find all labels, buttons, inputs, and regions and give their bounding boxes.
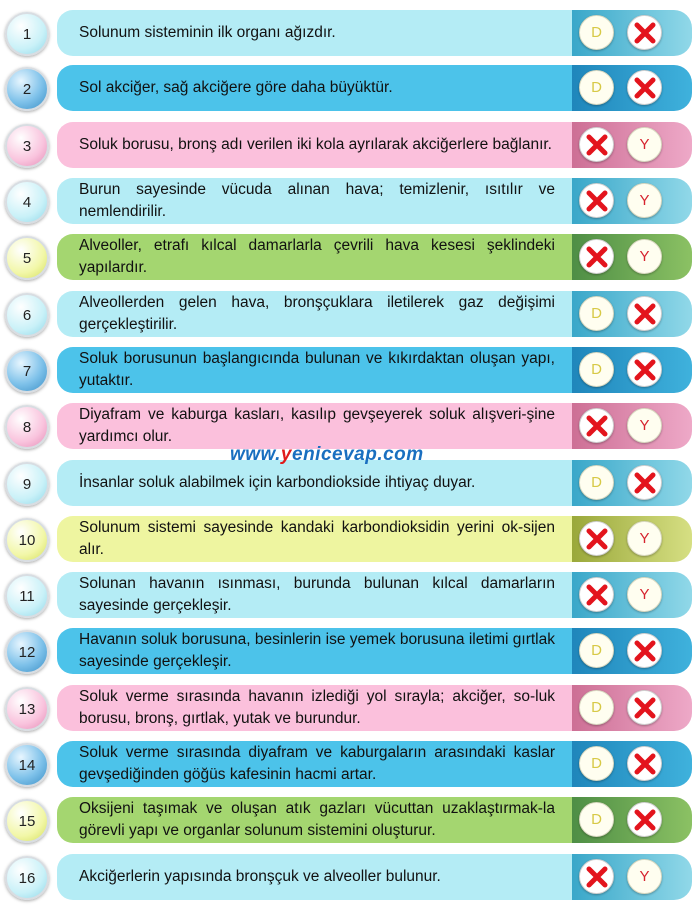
statement-text-content: Oksijeni taşımak ve oluşan atık gazları vücuttan uzaklaştırmak-la görevli yapı ve organlar solunum sistemini oluşturur. xyxy=(79,800,555,839)
cross-icon[interactable] xyxy=(627,15,662,50)
answer-panel xyxy=(572,10,692,56)
question-number: 4 xyxy=(5,180,49,224)
question-number: 15 xyxy=(5,799,49,843)
cross-icon[interactable] xyxy=(627,296,662,331)
statement-text xyxy=(79,460,555,506)
statement-row xyxy=(0,9,697,57)
cross-icon[interactable] xyxy=(627,70,662,105)
question-number: 6 xyxy=(5,293,49,337)
statement-text xyxy=(79,854,555,900)
statement-row xyxy=(0,459,697,507)
cross-mark-icon xyxy=(586,415,608,437)
cross-mark-icon xyxy=(586,866,608,888)
question-number: 14 xyxy=(5,743,49,787)
false-option-button[interactable]: Y xyxy=(627,521,662,556)
statement-row xyxy=(0,290,697,338)
statement-text xyxy=(79,10,555,56)
question-number: 7 xyxy=(5,349,49,393)
question-number: 16 xyxy=(5,856,49,900)
statement-text-content: İnsanlar soluk alabilmek için karbondiokside ihtiyaç duyar. xyxy=(79,474,476,491)
false-option-button[interactable]: Y xyxy=(627,408,662,443)
statement-row xyxy=(0,233,697,281)
false-option-button[interactable]: Y xyxy=(627,183,662,218)
statement-text xyxy=(79,65,555,111)
answer-panel xyxy=(572,741,692,787)
false-option-button[interactable]: Y xyxy=(627,859,662,894)
cross-icon[interactable] xyxy=(579,859,614,894)
statement-text-content: Soluk verme sırasında havanın izlediği yol sırayla; akciğer, so-luk borusu, bronş, gırtlak, yutak ve burundur. xyxy=(79,688,555,727)
answer-panel xyxy=(572,516,692,562)
true-option-button[interactable]: D xyxy=(579,746,614,781)
true-option-button[interactable]: D xyxy=(579,296,614,331)
statement-row xyxy=(0,740,697,788)
statement-text xyxy=(79,403,555,449)
true-option-button[interactable]: D xyxy=(579,352,614,387)
cross-icon[interactable] xyxy=(579,521,614,556)
cross-mark-icon xyxy=(634,303,656,325)
question-number: 13 xyxy=(5,687,49,731)
cross-mark-icon xyxy=(634,640,656,662)
statement-text-content: Solunan havanın ısınması, burunda bulunan kılcal damarların sayesinde gerçekleşir. xyxy=(79,575,555,614)
statement-text-content: Akciğerlerin yapısında bronşçuk ve alveoller bulunur. xyxy=(79,868,441,885)
cross-icon[interactable] xyxy=(627,465,662,500)
statement-text xyxy=(79,572,555,618)
statement-text xyxy=(79,516,555,562)
statement-row xyxy=(0,684,697,732)
cross-mark-icon xyxy=(634,809,656,831)
question-number: 1 xyxy=(5,12,49,56)
statement-text xyxy=(79,178,555,224)
cross-icon[interactable] xyxy=(579,183,614,218)
cross-icon[interactable] xyxy=(627,352,662,387)
answer-panel xyxy=(572,854,692,900)
true-option-button[interactable]: D xyxy=(579,15,614,50)
statement-row xyxy=(0,64,697,112)
true-option-button[interactable]: D xyxy=(579,690,614,725)
statement-row xyxy=(0,402,697,450)
statement-text xyxy=(79,291,555,337)
question-number: 12 xyxy=(5,630,49,674)
statement-row xyxy=(0,796,697,844)
statement-text xyxy=(79,628,555,674)
answer-panel xyxy=(572,797,692,843)
cross-icon[interactable] xyxy=(579,239,614,274)
statement-text-content: Solunum sisteminin ilk organı ağızdır. xyxy=(79,24,336,41)
answer-panel xyxy=(572,403,692,449)
statement-text-content: Solunum sistemi sayesinde kandaki karbondioksidin yerini ok-sijen alır. xyxy=(79,519,555,558)
question-number: 2 xyxy=(5,67,49,111)
statement-row xyxy=(0,121,697,169)
question-number: 11 xyxy=(5,574,49,618)
statement-text xyxy=(79,685,555,731)
statement-text-content: Soluk borusunun başlangıcında bulunan ve kıkırdaktan oluşan yapı, yutaktır. xyxy=(79,350,555,389)
answer-panel xyxy=(572,685,692,731)
cross-icon[interactable] xyxy=(579,127,614,162)
cross-mark-icon xyxy=(634,359,656,381)
question-number: 9 xyxy=(5,462,49,506)
cross-mark-icon xyxy=(634,697,656,719)
false-option-button[interactable]: Y xyxy=(627,127,662,162)
cross-mark-icon xyxy=(634,22,656,44)
statement-text-content: Havanın soluk borusuna, besinlerin ise yemek borusuna iletimi gırtlak sayesinde gerçekleşir. xyxy=(79,631,555,670)
statement-text-content: Diyafram ve kaburga kasları, kasılıp gevşeyerek soluk alışveri-şine yardımcı olur. xyxy=(79,406,555,445)
cross-icon[interactable] xyxy=(627,690,662,725)
statement-text-content: Alveoller, etrafı kılcal damarlarla çevrili hava kesesi şeklindeki yapılardır. xyxy=(79,237,555,276)
statement-text-content: Soluk verme sırasında diyafram ve kaburgaların arasındaki kaslar gevşediğinden göğüs kafesinin hacmi artar. xyxy=(79,744,555,783)
cross-mark-icon xyxy=(634,472,656,494)
true-option-button[interactable]: D xyxy=(579,633,614,668)
statement-row xyxy=(0,853,697,901)
question-number: 5 xyxy=(5,236,49,280)
statement-text-content: Sol akciğer, sağ akciğere göre daha büyüktür. xyxy=(79,79,393,96)
cross-mark-icon xyxy=(634,753,656,775)
false-option-button[interactable]: Y xyxy=(627,239,662,274)
statement-row xyxy=(0,177,697,225)
statement-row xyxy=(0,571,697,619)
false-option-button[interactable]: Y xyxy=(627,577,662,612)
cross-mark-icon xyxy=(586,190,608,212)
cross-mark-icon xyxy=(586,584,608,606)
true-option-button[interactable]: D xyxy=(579,465,614,500)
cross-mark-icon xyxy=(586,134,608,156)
watermark: www.yenicevap.com xyxy=(230,444,424,465)
answer-panel xyxy=(572,122,692,168)
statement-text xyxy=(79,347,555,393)
cross-mark-icon xyxy=(586,528,608,550)
cross-mark-icon xyxy=(586,246,608,268)
true-option-button[interactable]: D xyxy=(579,70,614,105)
statement-text xyxy=(79,122,555,168)
cross-icon[interactable] xyxy=(627,746,662,781)
answer-panel xyxy=(572,628,692,674)
statement-row xyxy=(0,515,697,563)
statement-row xyxy=(0,346,697,394)
answer-panel xyxy=(572,234,692,280)
answer-panel xyxy=(572,572,692,618)
cross-icon[interactable] xyxy=(579,408,614,443)
answer-panel xyxy=(572,460,692,506)
statement-text-content: Soluk borusu, bronş adı verilen iki kola ayrılarak akciğerlere bağlanır. xyxy=(79,136,552,153)
answer-panel xyxy=(572,65,692,111)
question-number: 10 xyxy=(5,518,49,562)
statement-text xyxy=(79,797,555,843)
statement-text-content: Burun sayesinde vücuda alınan hava; temizlenir, ısıtılır ve nemlendirilir. xyxy=(79,181,555,220)
statement-text xyxy=(79,234,555,280)
cross-icon[interactable] xyxy=(579,577,614,612)
statement-row xyxy=(0,627,697,675)
true-option-button[interactable]: D xyxy=(579,802,614,837)
statement-text-content: Alveollerden gelen hava, bronşçuklara iletilerek gaz değişimi gerçekleştirilir. xyxy=(79,294,555,333)
cross-icon[interactable] xyxy=(627,802,662,837)
cross-mark-icon xyxy=(634,77,656,99)
answer-panel xyxy=(572,291,692,337)
cross-icon[interactable] xyxy=(627,633,662,668)
answer-panel xyxy=(572,347,692,393)
question-number: 3 xyxy=(5,124,49,168)
question-number: 8 xyxy=(5,405,49,449)
statement-text xyxy=(79,741,555,787)
answer-panel xyxy=(572,178,692,224)
